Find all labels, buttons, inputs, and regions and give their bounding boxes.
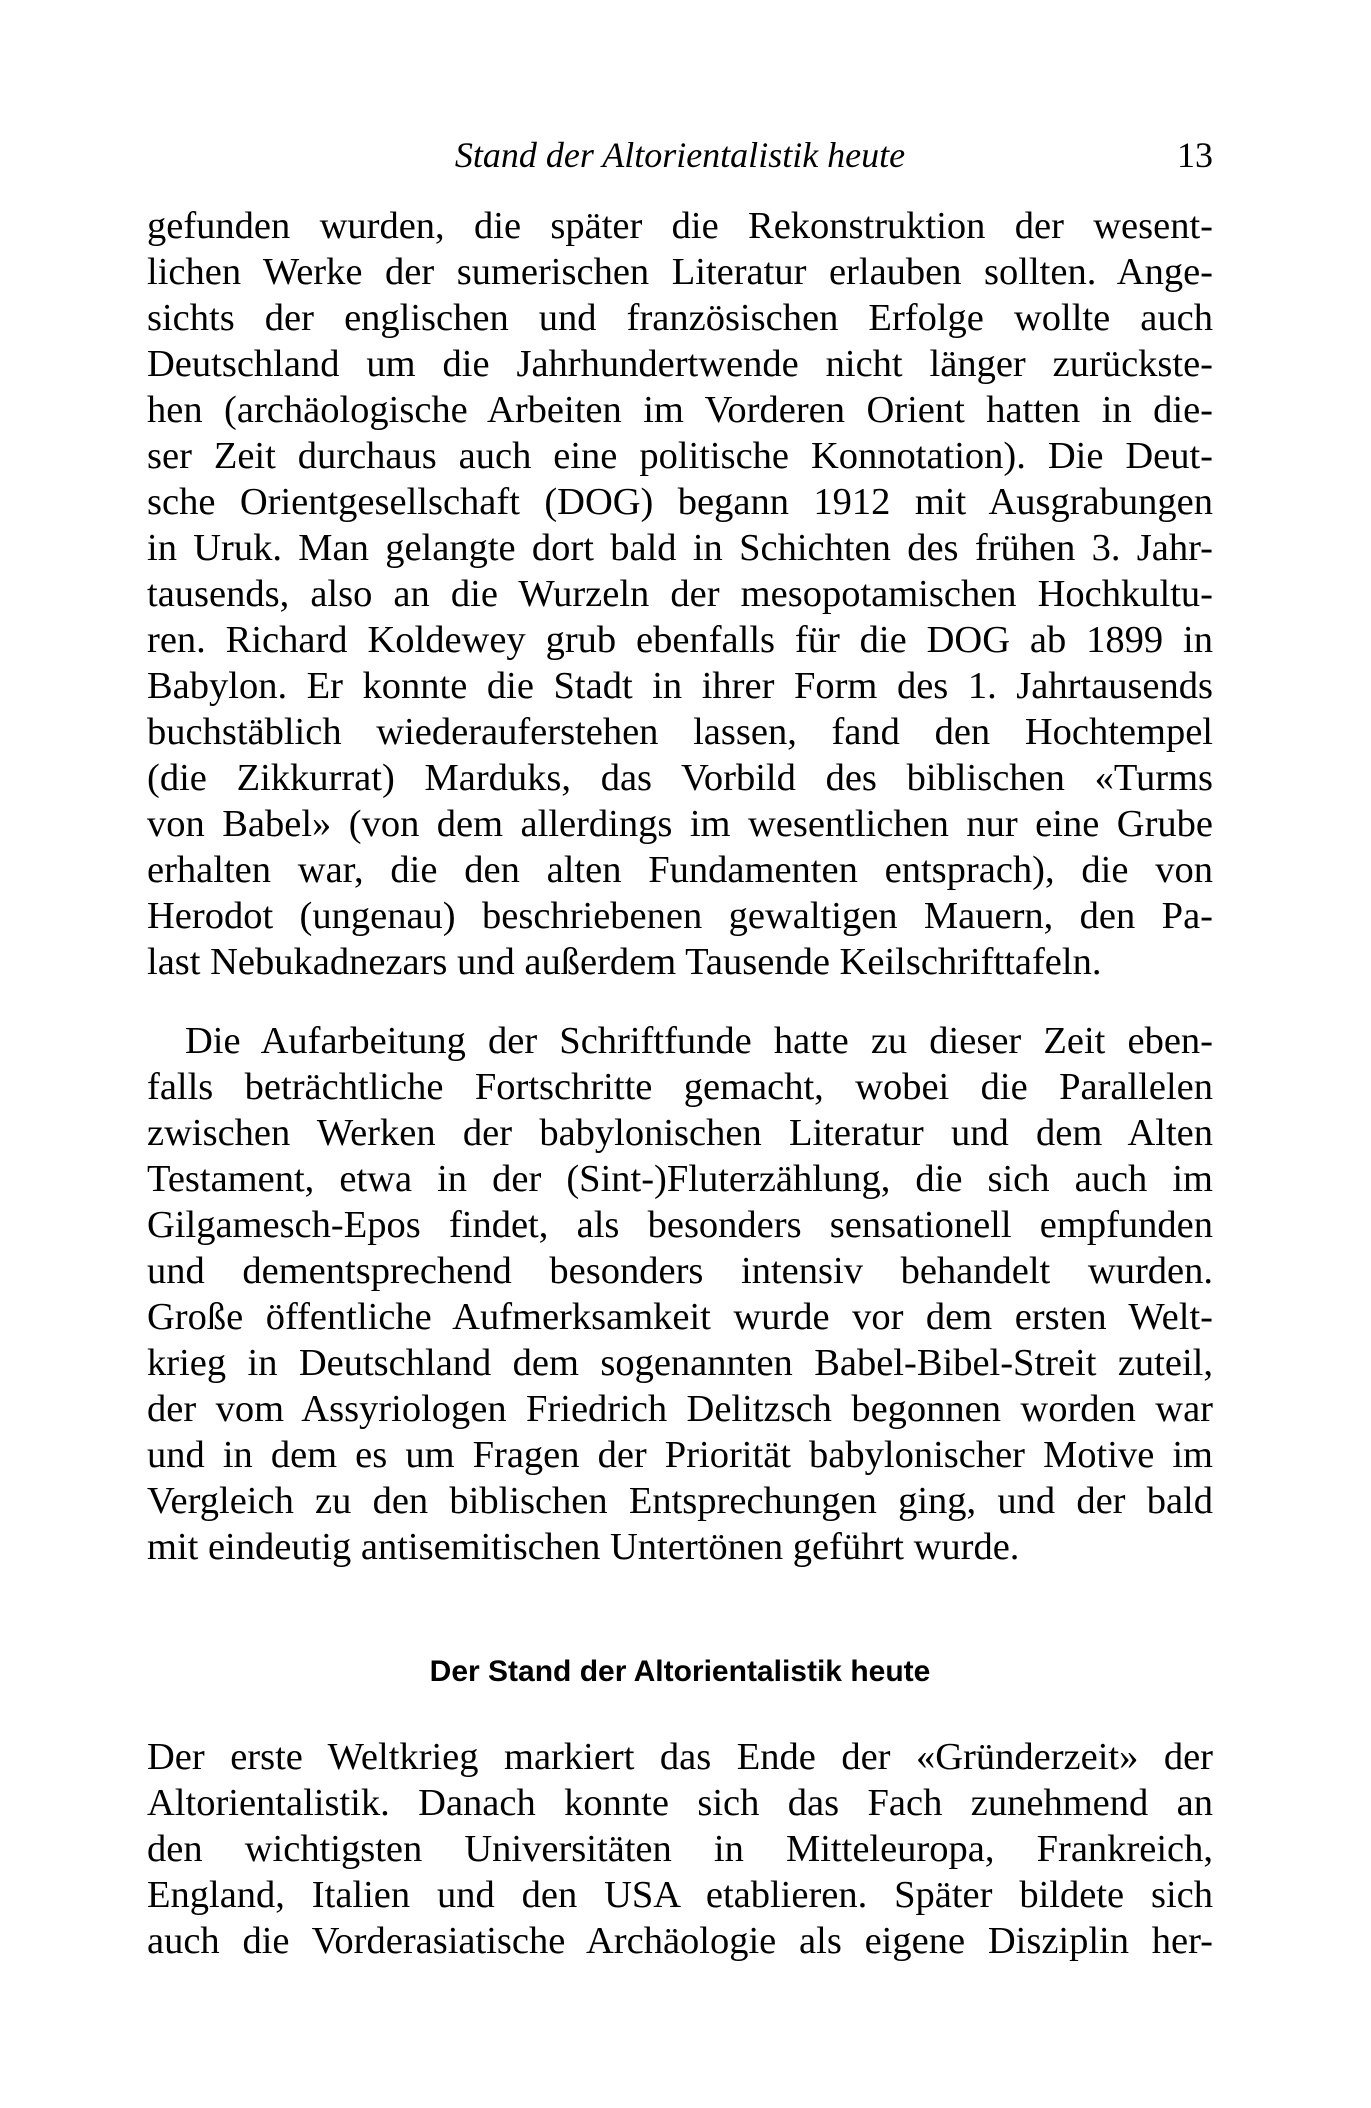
text-line: (die Zikkurrat) Marduks, das Vorbild des biblischen «Turms [147, 757, 1213, 799]
text-line: Vergleich zu den biblischen Entsprechungen ging, und der bald [147, 1480, 1213, 1522]
text-line: buchstäblich wiederauferstehen lassen, fand den Hochtempel [147, 711, 1213, 753]
text-line: last Nebukadnezars und außerdem Tausende Keilschrifttafeln. [147, 941, 1102, 983]
text-line: Testament, etwa in der (Sint-)Fluterzählung, die sich auch im [147, 1158, 1213, 1200]
text-line: den wichtigsten Universitäten in Mitteleuropa, Frankreich, [147, 1828, 1213, 1870]
text-line: Der erste Weltkrieg markiert das Ende der «Gründerzeit» der [147, 1736, 1213, 1778]
text-line: der vom Assyriologen Friedrich Delitzsch begonnen worden war [147, 1388, 1213, 1430]
running-head [147, 127, 1213, 183]
text-line: ren. Richard Koldewey grub ebenfalls für die DOG ab 1899 in [147, 619, 1213, 661]
section-heading: Der Stand der Altorientalistik heute [429, 1655, 931, 1688]
text-line: ser Zeit durchaus auch eine politische Konnotation). Die Deut- [147, 435, 1213, 477]
text-line: krieg in Deutschland dem sogenannten Babel-Bibel-Streit zuteil, [147, 1342, 1213, 1384]
text-line: England, Italien und den USA etablieren. Später bildete sich [147, 1874, 1213, 1916]
text-line: Altorientalistik. Danach konnte sich das Fach zunehmend an [147, 1782, 1213, 1824]
paragraph-2 [147, 1018, 1213, 1570]
text-line: lichen Werke der sumerischen Literatur erlauben sollten. Ange- [147, 251, 1213, 293]
text-line: Deutschland um die Jahrhundertwende nicht länger zurückste- [147, 343, 1213, 385]
paragraph-1 [147, 203, 1213, 985]
paragraph-3 [147, 1734, 1213, 1964]
text-line: zwischen Werken der babylonischen Literatur und dem Alten [147, 1112, 1213, 1154]
text-line: in Uruk. Man gelangte dort bald in Schichten des frühen 3. Jahr- [147, 527, 1213, 569]
text-line: Die Aufarbeitung der Schriftfunde hatte zu dieser Zeit eben- [185, 1020, 1213, 1062]
running-title: Stand der Altorientalistik heute [454, 135, 906, 175]
text-line: tausends, also an die Wurzeln der mesopotamischen Hochkultu- [147, 573, 1213, 615]
text-line: Herodot (ungenau) beschriebenen gewaltigen Mauern, den Pa- [147, 895, 1213, 937]
text-line: sche Orientgesellschaft (DOG) begann 1912 mit Ausgrabungen [147, 481, 1213, 523]
text-line: sichts der englischen und französischen Erfolge wollte auch [147, 297, 1213, 339]
text-line: falls beträchtliche Fortschritte gemacht, wobei die Parallelen [147, 1066, 1213, 1108]
text-line: Babylon. Er konnte die Stadt in ihrer Form des 1. Jahrtausends [147, 665, 1213, 707]
text-line: und dementsprechend besonders intensiv behandelt wurden. [147, 1250, 1213, 1292]
text-line: Große öffentliche Aufmerksamkeit wurde vor dem ersten Welt- [147, 1296, 1213, 1338]
text-line: von Babel» (von dem allerdings im wesentlichen nur eine Grube [147, 803, 1213, 845]
text-line: Gilgamesch-Epos findet, als besonders sensationell empfunden [147, 1204, 1213, 1246]
text-line: gefunden wurden, die später die Rekonstruktion der wesent- [147, 205, 1213, 247]
page-number: 13 [1177, 135, 1213, 175]
text-line: mit eindeutig antisemitischen Untertönen geführt wurde. [147, 1526, 1020, 1568]
text-line: und in dem es um Fragen der Priorität babylonischer Motive im [147, 1434, 1213, 1476]
text-line: auch die Vorderasiatische Archäologie als eigene Disziplin her- [147, 1920, 1213, 1962]
text-line: hen (archäologische Arbeiten im Vorderen Orient hatten in die- [147, 389, 1213, 431]
text-line: erhalten war, die den alten Fundamenten entsprach), die von [147, 849, 1213, 891]
